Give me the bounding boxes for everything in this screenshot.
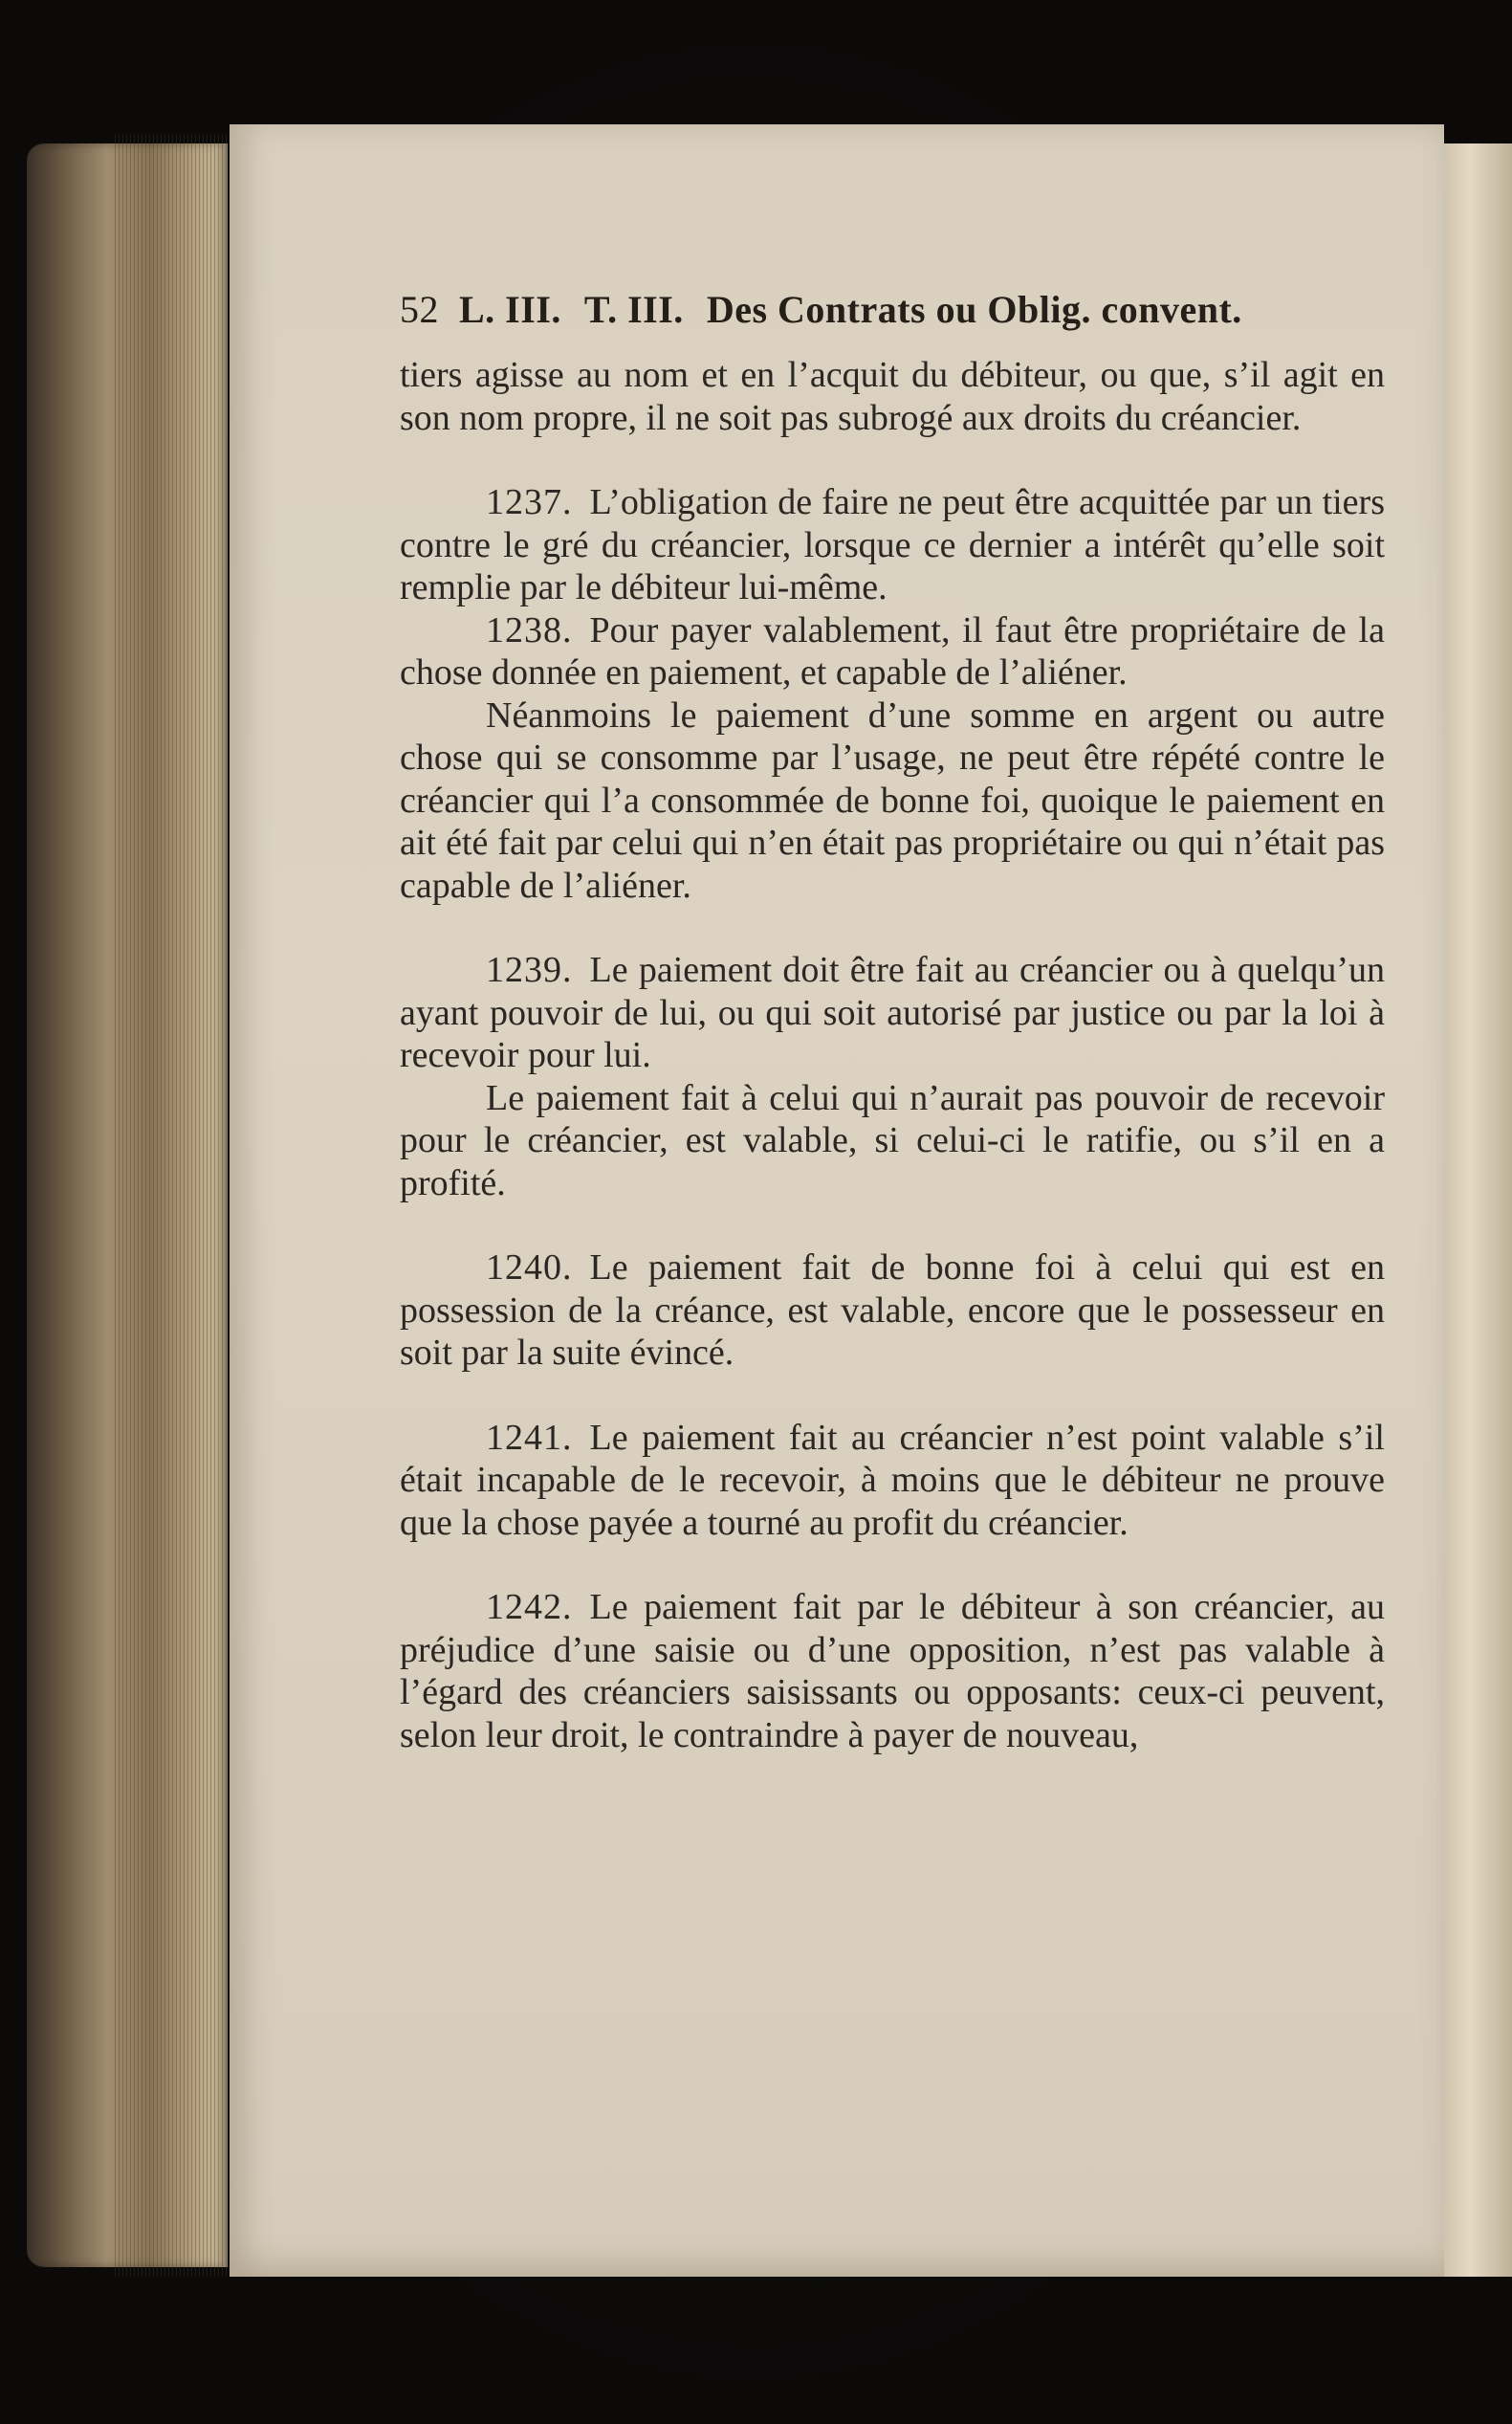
page-stack bbox=[115, 134, 230, 2277]
article-1238 bbox=[400, 609, 1385, 694]
running-header bbox=[400, 287, 1385, 354]
article-text: L’obligation de faire ne peut être acquittée par un tiers contre le gré du créancier, lorsque ce dernier a intérêt qu’elle soit remplie par le débiteur lui-même. bbox=[400, 482, 1385, 607]
header-subject: Des Contrats ou Oblig. convent. bbox=[706, 288, 1242, 331]
article-text: Pour payer valablement, il faut être propriétaire de la chose donnée en paiement, et capable de l’aliéner. bbox=[400, 609, 1385, 693]
facing-page-edge bbox=[1442, 143, 1512, 2277]
book-page bbox=[230, 124, 1444, 2277]
article-1239-paragraph: Le paiement fait à celui qui n’aurait pas pouvoir de recevoir pour le créancier, est valable, si celui-ci le ratifie, ou s’il en a profité. bbox=[400, 1077, 1385, 1203]
article-number: 1237. bbox=[486, 482, 573, 522]
body-text bbox=[400, 354, 1385, 1756]
page-number: 52 bbox=[400, 288, 439, 331]
article-number: 1240. bbox=[486, 1247, 573, 1288]
article-text: Le paiement fait de bonne foi à celui qui est en possession de la créance, est valable, encore que le possesseur en soit par la suite évincé. bbox=[400, 1247, 1385, 1373]
article-1242 bbox=[400, 1586, 1385, 1756]
page-content bbox=[400, 287, 1385, 1756]
article-number: 1242. bbox=[486, 1587, 573, 1627]
article-1240 bbox=[400, 1246, 1385, 1375]
article-1238-paragraph: Néanmoins le paiement d’une somme en argent ou autre chose qui se consomme par l’usage, ne peut être répété contre le créancier qui l’a consommée de bonne foi, quoique le paiement en ait été fait par celui qui n’en était pas propriétaire ou qui n’était pas capable de l’aliéner. bbox=[400, 694, 1385, 906]
article-number: 1239. bbox=[486, 950, 573, 990]
title-ref: T. III. bbox=[583, 288, 684, 331]
article-number: 1241. bbox=[486, 1417, 573, 1458]
continuation-paragraph: tiers agisse au nom et en l’acquit du débiteur, ou que, s’il agit en son nom propre, il ne soit pas subrogé aux droits du créancier. bbox=[400, 355, 1385, 438]
article-text: Le paiement fait au créancier n’est point valable s’il était incapable de le recevoir, à moins que le débiteur ne prouve que la chose payée a tourné au profit du créancier. bbox=[400, 1417, 1385, 1543]
article-1241 bbox=[400, 1417, 1385, 1545]
article-text: Le paiement fait par le débiteur à son créancier, au préjudice d’une saisie ou d’une opposition, n’est pas valable à l’égard des créanciers saisissants ou opposants: ceux-ci peuvent, selon leur droit, le contraindre à payer de nouveau, bbox=[400, 1587, 1385, 1755]
article-1239 bbox=[400, 949, 1385, 1077]
book-ref: L. III. bbox=[459, 288, 561, 331]
article-text: Le paiement doit être fait au créancier ou à quelqu’un ayant pouvoir de lui, ou qui soit autorisé par justice ou par la loi à recevoir pour lui. bbox=[400, 950, 1385, 1075]
article-number: 1238. bbox=[486, 609, 573, 650]
article-1237 bbox=[400, 481, 1385, 609]
